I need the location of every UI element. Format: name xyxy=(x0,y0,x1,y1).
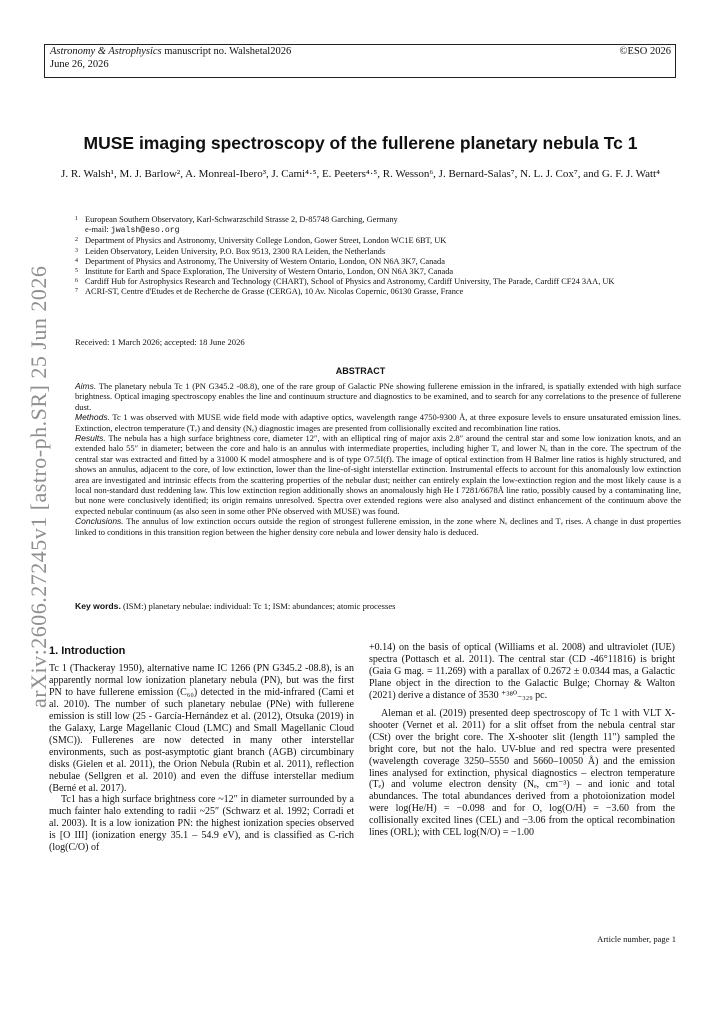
affiliation-item: 6 Cardiff Hub for Astrophysics Research and Technology (CHART), School of Physics and Astronomy, Cardiff University, The Parade, Cardiff CF24 3AA, UK xyxy=(75,277,615,287)
affiliation-item: 4 Department of Physics and Astronomy, The University of Western Ontario, London, ON N6A 3K7, Canada xyxy=(75,256,445,266)
copyright: ©ESO 2026 xyxy=(619,46,671,57)
abstract-body xyxy=(75,381,681,537)
affiliation-list xyxy=(75,215,675,298)
arxiv-stamp xyxy=(6,258,51,708)
header-date: June 26, 2026 xyxy=(50,59,109,70)
abstract-heading: ABSTRACT xyxy=(335,366,386,376)
keywords xyxy=(75,601,396,611)
email-link[interactable]: jwalsh@eso.org xyxy=(110,226,180,236)
paragraph: Tc1 has a high surface brightness core ~12″ in diameter surrounded by a much fainter halo extending to radii ~25″ (Schwarz et al. 1992; Corradi et al. 2003). It is a low ionization PN: the highest ionization species observed is [O III] (ionization energy 35.1 – 54.9 eV), and is classified as C-rich (log(C/O) of xyxy=(49,794,354,854)
affiliation-email: e-mail: jwalsh@eso.org xyxy=(85,225,180,236)
abstract-results: Results. The nebula has a high surface brightness core, diameter 12″, with an elliptical ring of major axis 2.8″ around the central star and some low ionization knots, and an extended halo 55″ in diameter; between the core and halo is an annulus with intermediate properties, including higher Tₑ and lower Nₑ than in the core. The spectrum of the central star was extracted and fitted by a 31000 K model atmosphere and is of type O7.5I(f). The image of optical extinction from H Balmer line ratios is highly structured, and shows an annulus, adjacent to the core, of low extinction, lower than the line-of-sight interstellar extinction. Instrumental effects to account for this anomalously low extinction area are investigated and intrinsic effects from the scattering properties of the nebular dust; neither can entirely explain the low-extinction region and the most likely cause is a local non-standard dust reddening law. This low extinction region additionally shows an anomalously high He I 7281/6678Å line ratio, possibly caused by a contaminating line, but none were conclusively identified; its origin remains unresolved. Spectra over extended regions were also analysed and distinct enhancement of the continuum above the expected nebular continuum (as also seen in some other PNe observed with MUSE) was found. xyxy=(75,433,681,516)
paragraph: +0.14) on the basis of optical (Williams et al. 2008) and ultraviolet (IUE) spectra (Pottasch et al. 2011). The central star (CD -46°11816) is bright (Gaia G mag. = 11.269) with a parallax of 0.2672 ± 0.0344 mas, a Galactic Plane object in the direction to the Galactic Bulge; Chornay & Walton (2021) derive a distance of 3530 ⁺³⁸⁰₋₃₂₉ pc. xyxy=(369,642,675,701)
keywords-text: (ISM:) planetary nebulae: individual: Tc 1; ISM: abundances; atomic processes xyxy=(120,601,396,611)
author-list: J. R. Walsh¹, M. J. Barlow², A. Monreal-Ibero³, J. Cami⁴·⁵, E. Peeters⁴·⁵, R. Wesson⁶, J. Bernard-Salas⁷, N. L. J. Cox⁷, and G. F. J. Watt⁴ xyxy=(61,168,660,180)
journal-line xyxy=(50,46,291,57)
section-heading: 1. Introduction xyxy=(49,645,126,657)
journal-name: Astronomy & Astrophysics xyxy=(50,46,162,57)
paper-title: MUSE imaging spectroscopy of the fullerene planetary nebula Tc 1 xyxy=(83,133,638,153)
affiliation-item: 3 Leiden Observatory, Leiden University, P.O. Box 9513, 2300 RA Leiden, the Netherlands xyxy=(75,246,386,256)
paragraph: Tc 1 (Thackeray 1950), alternative name IC 1266 (PN G345.2 -08.8), is an apparently normal low ionization planetary nebula (PN), but was the first PN to have fullerene emission (C₆₀) detected in the mid-infrared (Cami et al. 2010). The number of such planetary nebulae (PNe) with fullerene emission is still low (25 - García-Hernández et al. (2012), Otsuka (2019) in the Galaxy, Large Magellanic Cloud (LMC) and Small Magellanic Cloud (SMC)). Fullerenes are now detected in many other interstellar environments, such as post-asymptotic giant branch (AGB) circumbinary disks (Gielen et al. 2011), the Orion Nebula (Rubin et al. 2011), reflection nebulae (Sellgren et al. 2010) and even the diffuse interstellar medium (Berné et al. 2017). xyxy=(49,663,354,794)
abstract-aims: Aims. The planetary nebula Tc 1 (PN G345.2 -08.8), one of the rare group of Galactic PNe showing fullerene emission in the infrared, is spatially extended with high surface brightness. Optical imaging spectroscopy enables the line and continuum structure and diagnostics to be examined, and to search for any correlations to the presence of fullerene dust. xyxy=(75,381,681,412)
affiliation-item: 7 ACRI-ST, Centre d'Etudes et de Recherche de Grasse (CERGA), 10 Av. Nicolas Copernic, 06130 Grasse, France xyxy=(75,287,464,297)
manuscript-id: manuscript no. Walshetal2026 xyxy=(161,46,292,57)
right-column xyxy=(369,642,675,839)
affiliation-item: 2 Department of Physics and Astronomy, University College London, Gower Street, London WC1E 6BT, UK xyxy=(75,236,447,246)
abstract-methods: Methods. Tc 1 was observed with MUSE wide field mode with adaptive optics, wavelength range 4750-9300 Å, at three exposure levels to ensure unsaturated emission lines. Extinction, electron temperature (Tₑ) and density (Nₑ) diagnostic images are presented from collisionally excited and recombination line ratios. xyxy=(75,412,681,433)
paragraph: Aleman et al. (2019) presented deep spectroscopy of Tc 1 with VLT X-shooter (Vernet et al. 2011) for a slit offset from the nebula central star (CSt) over the bright core. The X-shooter slit (length 11″) sampled the bright core, but not the halo. UV-blue and red spectra were presented (wavelength coverage 3250–5550 and 5660–10050 Å) and the emission lines analysed for extinction, physical diagnostics – electron temperature (Tₑ) and volume electron density (Nₑ, cm⁻³) – and ionic and total abundances. The total abundances derived from a photoionization model were log(He/H) = −0.098 and for O, log(O/H) = −3.60 from the collisionally excited lines (CEL) and −3.06 from the optical recombination lines (ORL); with CEL log(N/O) = −1.00 xyxy=(369,707,675,839)
arxiv-stamp-text: arXiv:2606.27245v1 [astro-ph.SR] 25 Jun 2026 xyxy=(26,265,51,708)
page-footer: Article number, page 1 xyxy=(597,934,676,944)
keywords-label: Key words. xyxy=(75,601,121,611)
affiliation-item: 5 Institute for Earth and Space Exploration, The University of Western Ontario, London, ON N6A 3K7, Canada xyxy=(75,267,454,277)
abstract-conclusions: Conclusions. The annulus of low extinction occurs outside the region of strongest fullerene emission, in the zone where Nₑ declines and Tₑ rises. A change in dust properties linked to conditions in this transition region between the higher density core nebula and lower density halo is deduced. xyxy=(75,516,681,537)
received-dates: Received: 1 March 2026; accepted: 18 June 2026 xyxy=(75,337,245,347)
affiliation-item: 1 European Southern Observatory, Karl-Schwarzschild Strasse 2, D-85748 Garching, Germany xyxy=(75,215,398,224)
left-column xyxy=(49,663,354,854)
